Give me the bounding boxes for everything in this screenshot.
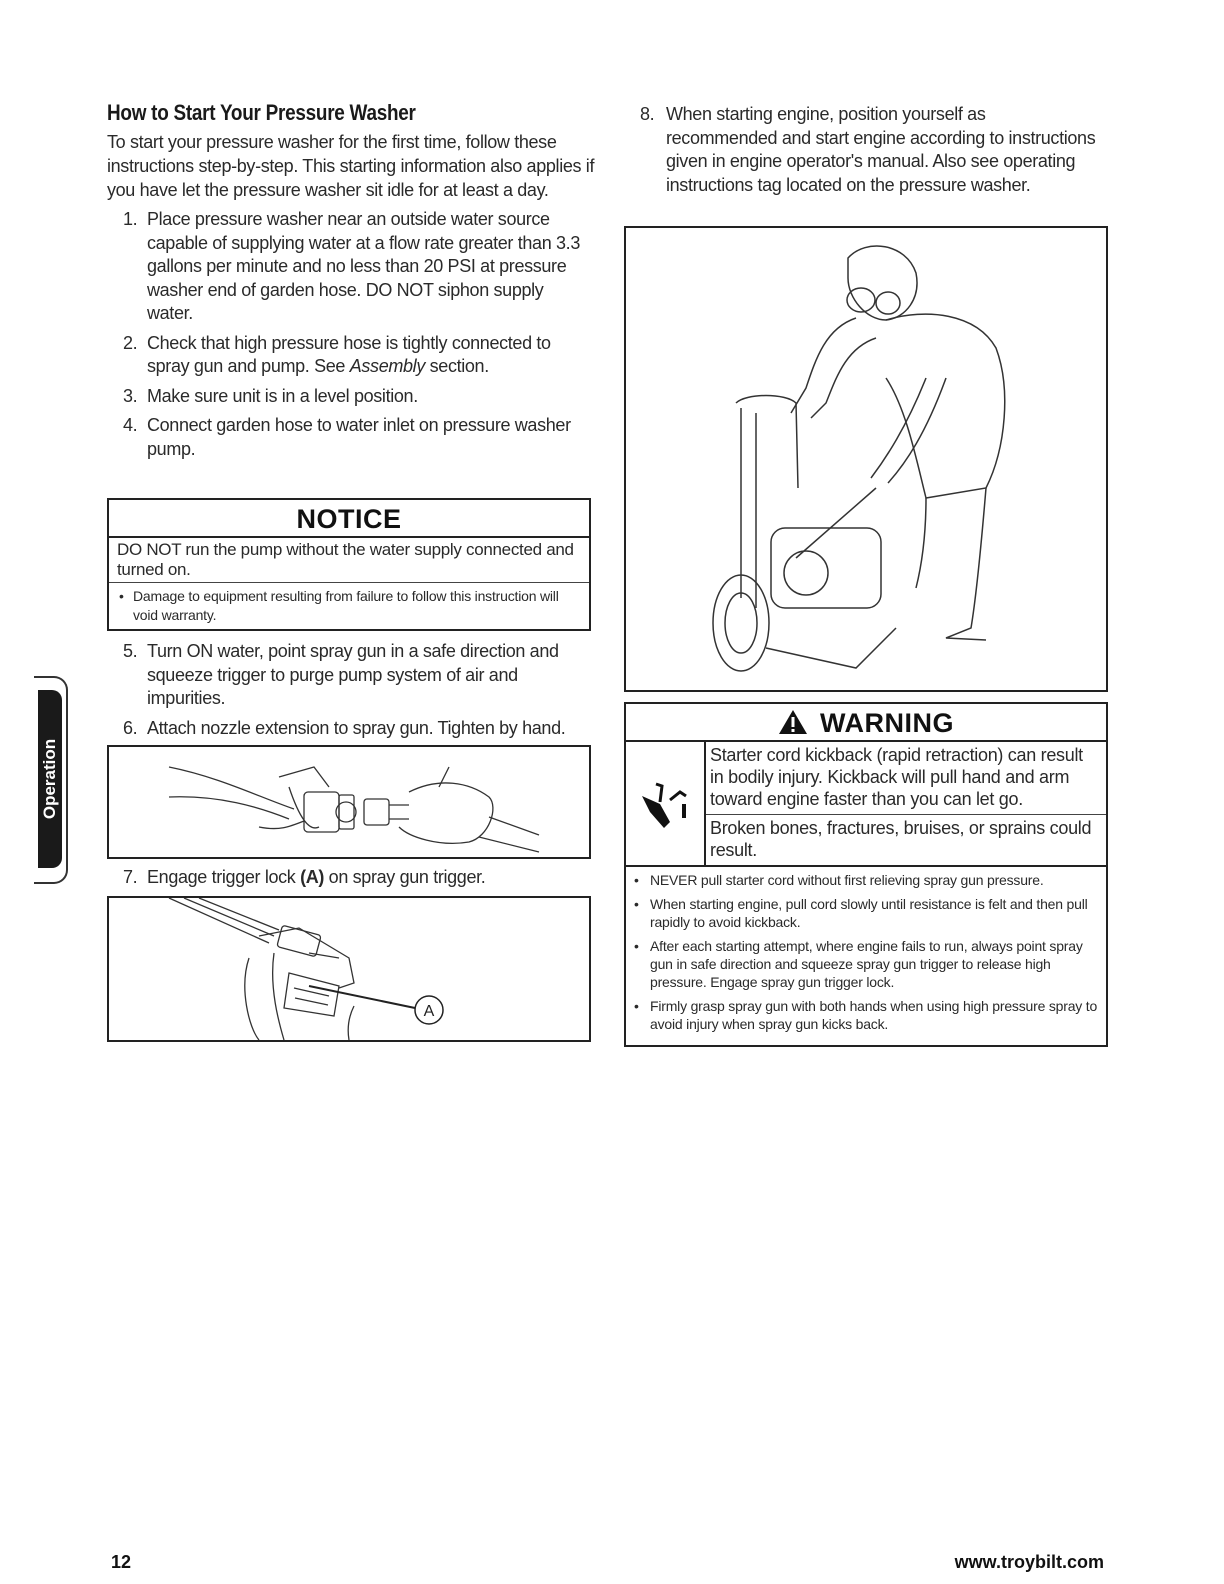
list-item: 5. Turn ON water, point spray gun in a safe direction and squeeze trigger to purge pump system of air and impurities. (123, 641, 559, 708)
list-item: 3. Make sure unit is in a level position. (123, 385, 418, 406)
notice-main-text: DO NOT run the pump without the water supply connected and turned on. (109, 538, 589, 583)
warning-box (624, 702, 1108, 1047)
steps-list-b (107, 640, 589, 740)
list-item: 2. Check that high pressure hose is tightly connected to spray gun and pump. See Assembly section. (123, 332, 551, 376)
intro-paragraph: To start your pressure washer for the first time, follow these instructions step-by-step. This starting information also applies if you have let the pressure washer sit idle for at least a day. (107, 132, 595, 200)
warning-main-row (626, 742, 1106, 867)
trigger-lock-figure (107, 896, 591, 1042)
steps-list-d (640, 103, 1100, 197)
warning-title-row (626, 704, 1106, 742)
trigger-lock-ref: (A) (300, 867, 325, 887)
operation-side-tab (34, 676, 68, 884)
steps-list-a (107, 208, 589, 461)
nozzle-illustration (109, 747, 589, 857)
list-item: 4. Connect garden hose to water inlet on pressure washer pump. (123, 415, 571, 459)
list-item: 6. Attach nozzle extension to spray gun. Tighten by hand. (123, 717, 566, 738)
kickback-icon-cell (626, 742, 706, 865)
section-heading: How to Start Your Pressure Washer (107, 100, 416, 125)
list-item: 1. Place pressure washer near an outside water source capable of supplying water at a flow rate greater than 3.3 gallons per minute and no less than 20 PSI at pressure washer end of garden hose. DO NOT siphon supply water. (123, 209, 580, 323)
right-column (640, 103, 1100, 203)
list-item: • Firmly grasp spray gun with both hands when using high pressure spray to avoid injury when spray gun kicks back. (634, 998, 1098, 1032)
warning-paragraph-1: Starter cord kickback (rapid retraction) can result in bodily injury. Kickback will pull hand and arm toward engine faster than you can let go. (710, 745, 1083, 809)
list-item: 8. When starting engine, position yourself as recommended and start engine according to instructions given in engine operator's manual. Also see operating instructions tag located on the pressure washer. (640, 104, 1096, 195)
assembly-ref: Assembly (349, 356, 425, 376)
step7-wrap (107, 866, 589, 896)
engine-start-figure (624, 226, 1108, 692)
warning-title: WARNING (820, 708, 954, 738)
list-item: • NEVER pull starter cord without first relieving spray gun pressure. (634, 872, 1044, 888)
warning-bullets (626, 867, 1106, 1045)
list-item: • When starting engine, pull cord slowly until resistance is felt and then pull rapidly to avoid kickback. (634, 896, 1088, 930)
left-column (107, 100, 595, 467)
person-pressure-washer-illustration (626, 228, 1106, 690)
callout-label: A (423, 1003, 435, 1020)
warning-triangle-icon (778, 709, 808, 735)
steps-list-c (107, 866, 589, 890)
trigger-illustration (109, 898, 589, 1040)
list-item: • After each starting attempt, where engine fails to run, always point spray gun in safe direction and squeeze spray gun trigger to release high pressure. Engage spray gun trigger lock. (634, 938, 1083, 990)
left-column-lower (107, 640, 589, 746)
kickback-hand-icon (636, 774, 694, 834)
list-item: 7. Engage trigger lock (A) on spray gun trigger. (123, 867, 486, 887)
page-number: 12 (111, 1552, 132, 1572)
footer-url: www.troybilt.com (954, 1552, 1104, 1572)
notice-box (107, 498, 591, 631)
side-tab-label: Operation (40, 738, 59, 820)
notice-sub-text: • Damage to equipment resulting from failure to follow this instruction will void warranty. (119, 588, 559, 623)
notice-title: NOTICE (109, 500, 589, 538)
warning-paragraph-2: Broken bones, fractures, bruises, or sprains could result. (706, 814, 1106, 865)
nozzle-figure (107, 745, 591, 859)
warning-text-cell (706, 742, 1106, 865)
